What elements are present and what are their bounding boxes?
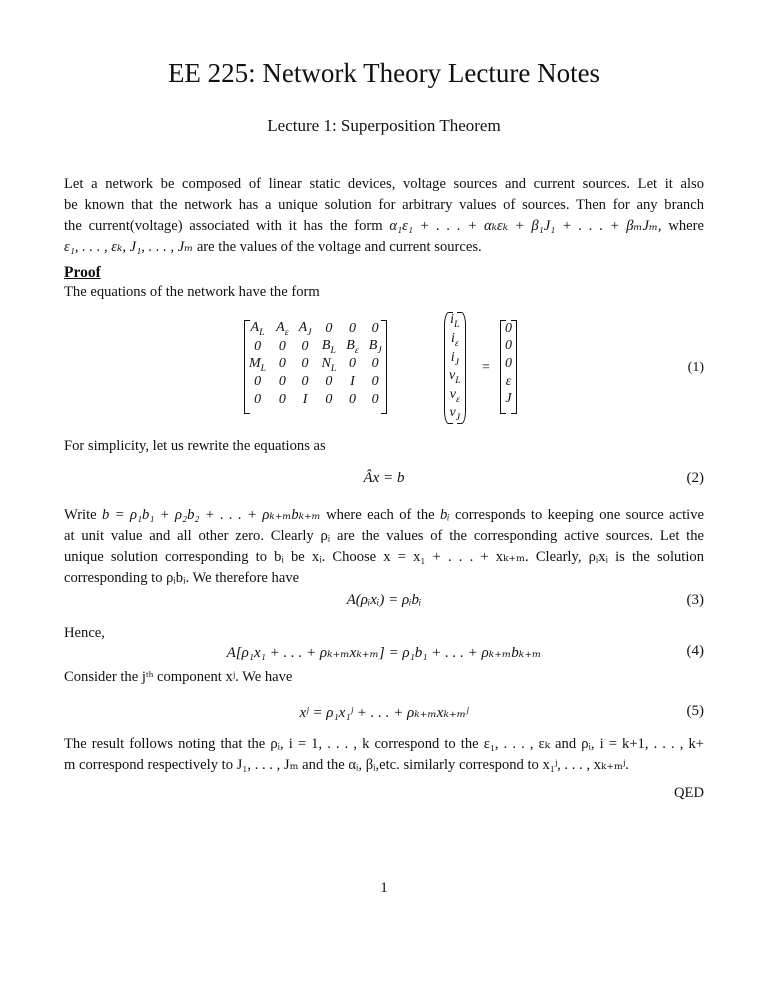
matrix-entry: 0 xyxy=(349,391,356,407)
matrix-entry: $B_J$ xyxy=(368,337,382,356)
matrix-entry: 0 xyxy=(325,391,333,407)
proof-heading: Proof xyxy=(64,264,101,281)
matrix-entry: 0 xyxy=(301,374,309,390)
rhs-vector xyxy=(500,320,517,414)
matrix-entry: $B_\varepsilon$ xyxy=(346,337,359,356)
equation-3-expression: A(ρᵢxᵢ) = ρᵢbᵢ xyxy=(346,592,422,608)
matrix-entry: 0 xyxy=(371,320,379,336)
vector-entry: $v_L$ xyxy=(449,368,461,386)
vector-entry: $i_L$ xyxy=(450,312,460,331)
equals-sign: = xyxy=(482,360,490,375)
matrix-entry: 0 xyxy=(254,391,262,407)
write-line-4: corresponding to ρᵢbᵢ. We therefore have xyxy=(64,570,300,586)
rhs-entry: ε xyxy=(505,373,512,389)
matrix-entry: 0 xyxy=(325,374,333,390)
equation-4-expression: A[ρ₁x₁ + . . . + ρₖ₊ₘxₖ₊ₘ] = ρ₁b₁ + . . . + ρₖ₊ₘbₖ₊ₘ xyxy=(226,645,542,661)
matrix-entry: 0 xyxy=(325,320,333,336)
equation-number-5: (5) xyxy=(686,703,704,719)
branch-form-expression: α₁ε₁ + . . . + αₖεₖ + β₁J₁ + . . . + βₘJₘ, xyxy=(389,218,662,234)
intro-paragraph xyxy=(64,174,704,258)
intro-line-3: the current(voltage) associated with it has the form α₁ε₁ + . . . + αₖεₖ + β₁J₁ + . . . + βₘJₘ, where xyxy=(64,218,704,234)
equation-2-expression: Âx = b xyxy=(363,470,405,486)
matrix-entry: 0 xyxy=(278,356,286,372)
rhs-entry: 0 xyxy=(505,320,512,336)
vector-entry: $i_\varepsilon$ xyxy=(450,330,459,349)
matrix-row xyxy=(244,373,387,391)
equation-5-expression: xʲ = ρ₁x₁ʲ + . . . + ρₖ₊ₘxₖ₊ₘʲ xyxy=(299,705,469,721)
matrix-entry: $M_L$ xyxy=(249,355,267,374)
intro-line-2: be known that the network has a unique solution for arbitrary values of sources. Then for any branch xyxy=(64,197,704,213)
matrix-entry: 0 xyxy=(254,338,262,354)
result-line-2: m correspond respectively to J₁, . . . , Jₘ and the αᵢ, βᵢ,etc. similarly correspond to x₁ʲ, . . . , xₖ₊ₘʲ. xyxy=(64,757,629,773)
source-values-expression: ε₁, . . . , εₖ, J₁, . . . , Jₘ xyxy=(64,239,194,255)
matrix-entry: 0 xyxy=(371,356,379,372)
matrix-entry: 0 xyxy=(349,356,356,372)
proof-intro: The equations of the network have the form xyxy=(64,284,320,300)
hence-text: Hence, xyxy=(64,625,105,641)
matrix-entry: 0 xyxy=(278,391,286,407)
rhs-entry: J xyxy=(505,391,512,407)
matrix-entry: $A_L$ xyxy=(250,320,265,338)
intro-line-4: ε₁, . . . , εₖ, J₁, . . . , Jₘ are the values of the voltage and current sources. xyxy=(64,239,482,255)
matrix-entry: 0 xyxy=(371,391,379,407)
simplicity-text: For simplicity, let us rewrite the equations as xyxy=(64,438,326,454)
consider-text: Consider the jᵗʰ component xʲ. We have xyxy=(64,669,293,685)
lecture-subtitle: Lecture 1: Superposition Theorem xyxy=(267,116,501,135)
coefficient-matrix xyxy=(244,320,387,414)
matrix-entry: 0 xyxy=(371,374,379,390)
matrix-entry: $A_\varepsilon$ xyxy=(276,320,289,338)
vector-entry: $i_J$ xyxy=(450,349,459,368)
matrix-row xyxy=(244,356,387,374)
matrix-entry: I xyxy=(302,391,308,407)
write-line-1: Write b = ρ₁b₁ + ρ₂b₂ + . . . + ρₖ₊ₘbₖ₊ₘ where each of the bᵢ corresponds to keeping one source active xyxy=(64,507,704,523)
page-title: EE 225: Network Theory Lecture Notes xyxy=(167,58,601,88)
vector-entry: $v_\varepsilon$ xyxy=(449,386,460,405)
matrix-entry: 0 xyxy=(349,320,356,336)
matrix-entry: $B_L$ xyxy=(321,337,336,356)
matrix-entry: 0 xyxy=(254,374,262,390)
result-paragraph xyxy=(64,734,704,776)
matrix-entry: $A_J$ xyxy=(298,320,312,338)
write-line-2: at unit value and all other zero. Clearly ρᵢ are the values of the corresponding active sources. Let the xyxy=(64,528,704,544)
matrix-row xyxy=(244,391,387,409)
matrix-entry: 0 xyxy=(301,356,309,372)
equation-number-1: (1) xyxy=(687,360,704,375)
matrix-row xyxy=(244,338,387,356)
matrix-entry: 0 xyxy=(301,338,309,354)
page-number: 1 xyxy=(380,880,388,896)
coefficient-matrix-table xyxy=(244,320,387,409)
matrix-entry: $N_L$ xyxy=(321,355,337,374)
unknown-vector xyxy=(444,312,466,424)
write-paragraph xyxy=(64,505,704,589)
vector-entry: $v_J$ xyxy=(449,405,461,424)
equation-number-3: (3) xyxy=(686,592,704,608)
equation-number-2: (2) xyxy=(686,470,704,486)
matrix-entry: 0 xyxy=(278,338,286,354)
equation-number-4: (4) xyxy=(686,643,704,659)
matrix-entry: 0 xyxy=(278,374,286,390)
document-page xyxy=(64,0,704,994)
qed-marker: QED xyxy=(674,785,704,801)
rhs-entry: 0 xyxy=(505,355,512,371)
result-line-1: The result follows noting that the ρᵢ, i = 1, . . . , k correspond to the ε₁, . . . , εₖ and ρᵢ, i = k+1, . . . , k+ xyxy=(64,736,704,752)
write-line-3: unique solution corresponding to bᵢ be xᵢ. Choose x = x₁ + . . . + xₖ₊ₘ. Clearly, ρᵢxᵢ is the solution xyxy=(64,549,704,565)
matrix-entry: I xyxy=(350,374,355,390)
rhs-entry: 0 xyxy=(505,338,512,354)
matrix-row xyxy=(244,320,387,338)
equation-1 xyxy=(64,312,704,432)
intro-line-1: Let a network be composed of linear static devices, voltage sources and current sources. Let it also xyxy=(64,176,704,192)
